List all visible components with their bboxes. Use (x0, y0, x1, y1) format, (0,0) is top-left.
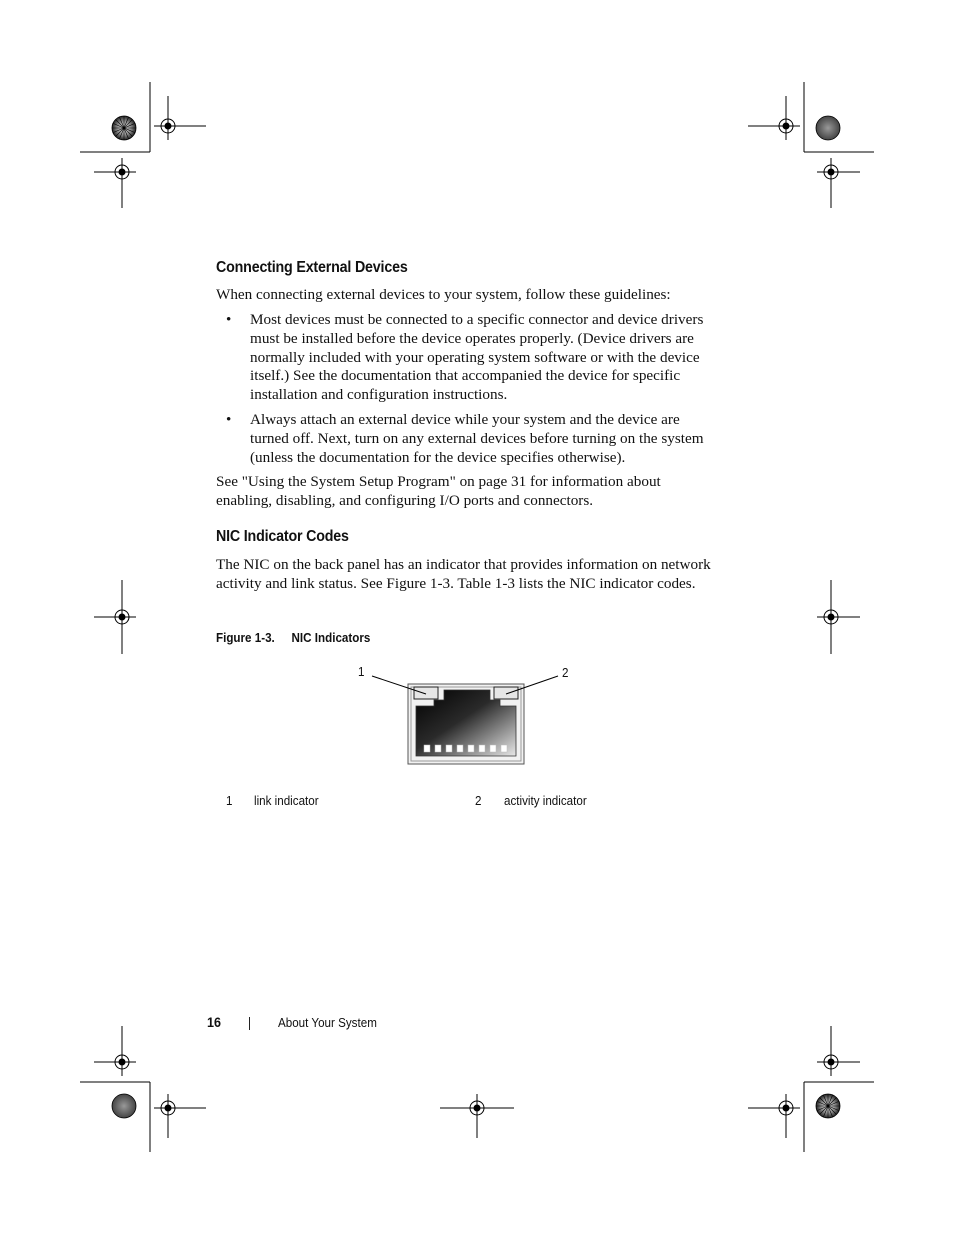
footer-divider (249, 1017, 250, 1030)
callout-2: 2 (562, 666, 569, 680)
link-led-icon (414, 687, 438, 699)
legend-number-2: 2 (475, 794, 482, 808)
legend-label-link-indicator: link indicator (254, 794, 319, 808)
paragraph-see-also: See "Using the System Setup Program" on page 31 for information about enabling, disabling, and configuring I/O ports and connectors. (216, 473, 661, 509)
guidelines-list (216, 311, 716, 467)
figure-number: Figure 1-3. (216, 631, 275, 645)
footer-section-title: About Your System (278, 1016, 377, 1030)
callout-1: 1 (358, 665, 365, 679)
list-item: • Most devices must be connected to a specific connector and device drivers must be installed before the device operates properly. (Device drivers are normally included with your operating system software or with the device itself.) See the documentation that accompanied the device for specific installation and configuration instructions. (216, 311, 716, 405)
figure-caption (216, 631, 370, 645)
figure-title: NIC Indicators (291, 631, 371, 645)
nic-illustration (356, 664, 576, 779)
page-number: 16 (207, 1015, 221, 1030)
activity-led-icon (494, 687, 518, 699)
legend-number-1: 1 (226, 794, 233, 808)
heading-nic-indicator-codes: NIC Indicator Codes (216, 528, 349, 545)
heading-external-devices: Connecting External Devices (216, 259, 408, 276)
paragraph-nic-body: The NIC on the back panel has an indicator that provides information on network activity and link status. See Figure 1-3. Table 1-3 lists the NIC indicator codes. (216, 556, 711, 592)
list-item: • Always attach an external device while your system and the device are turned off. Next, turn on any external devices before turning on the system (unless the documentation for the device specifies otherwise). (216, 411, 716, 467)
paragraph-intro: When connecting external devices to your system, follow these guidelines: (216, 286, 671, 303)
legend-label-activity-indicator: activity indicator (504, 794, 587, 808)
